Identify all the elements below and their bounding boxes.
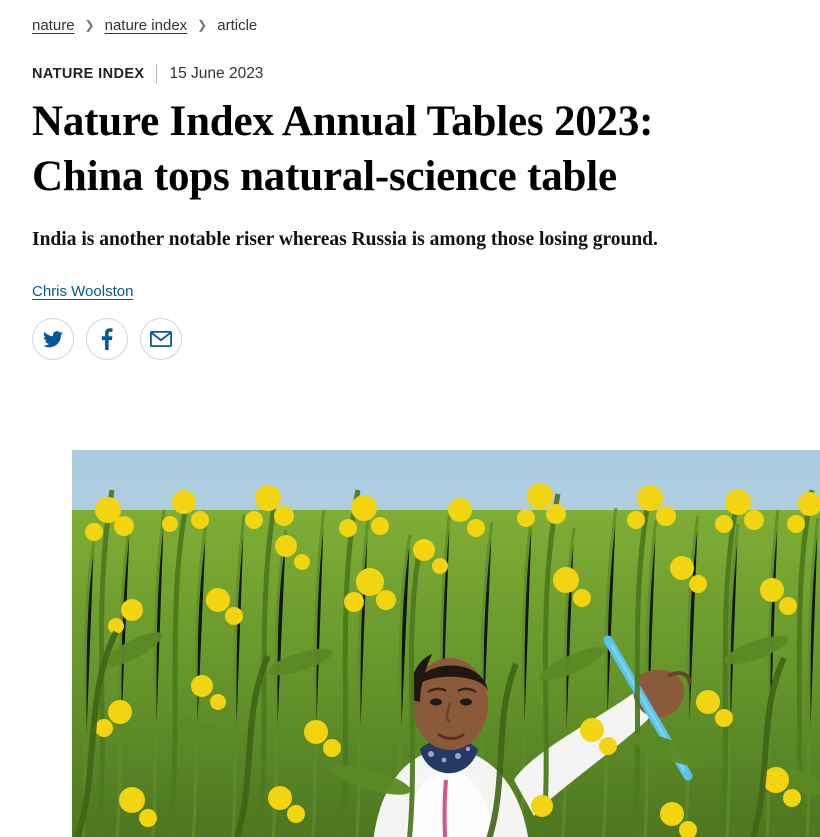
breadcrumb-item-nature[interactable]: nature (32, 16, 75, 34)
share-toolbar (0, 300, 820, 360)
hero-image (72, 450, 820, 837)
email-icon (150, 331, 172, 347)
article-date: 15 June 2023 (169, 65, 264, 82)
facebook-icon (101, 328, 113, 350)
author-link[interactable]: Chris Woolston (32, 283, 134, 301)
breadcrumb-separator-icon: ❯ (84, 18, 95, 32)
article-kicker[interactable]: NATURE INDEX (32, 66, 145, 82)
page-title: Nature Index Annual Tables 2023: China tops natural-science table (32, 98, 654, 201)
twitter-icon (43, 331, 63, 348)
breadcrumb-item-nature-index[interactable]: nature index (104, 16, 188, 34)
share-twitter-button[interactable] (32, 318, 74, 360)
share-facebook-button[interactable] (86, 318, 128, 360)
article-standfirst: India is another notable riser whereas Russia is among those losing ground. (32, 229, 658, 251)
breadcrumb-item-article: article (217, 16, 258, 34)
byline (0, 283, 820, 300)
breadcrumb-separator-icon: ❯ (197, 18, 208, 32)
meta-divider (156, 64, 157, 84)
share-email-button[interactable] (140, 318, 182, 360)
breadcrumb (0, 0, 820, 40)
article-meta (0, 40, 820, 82)
